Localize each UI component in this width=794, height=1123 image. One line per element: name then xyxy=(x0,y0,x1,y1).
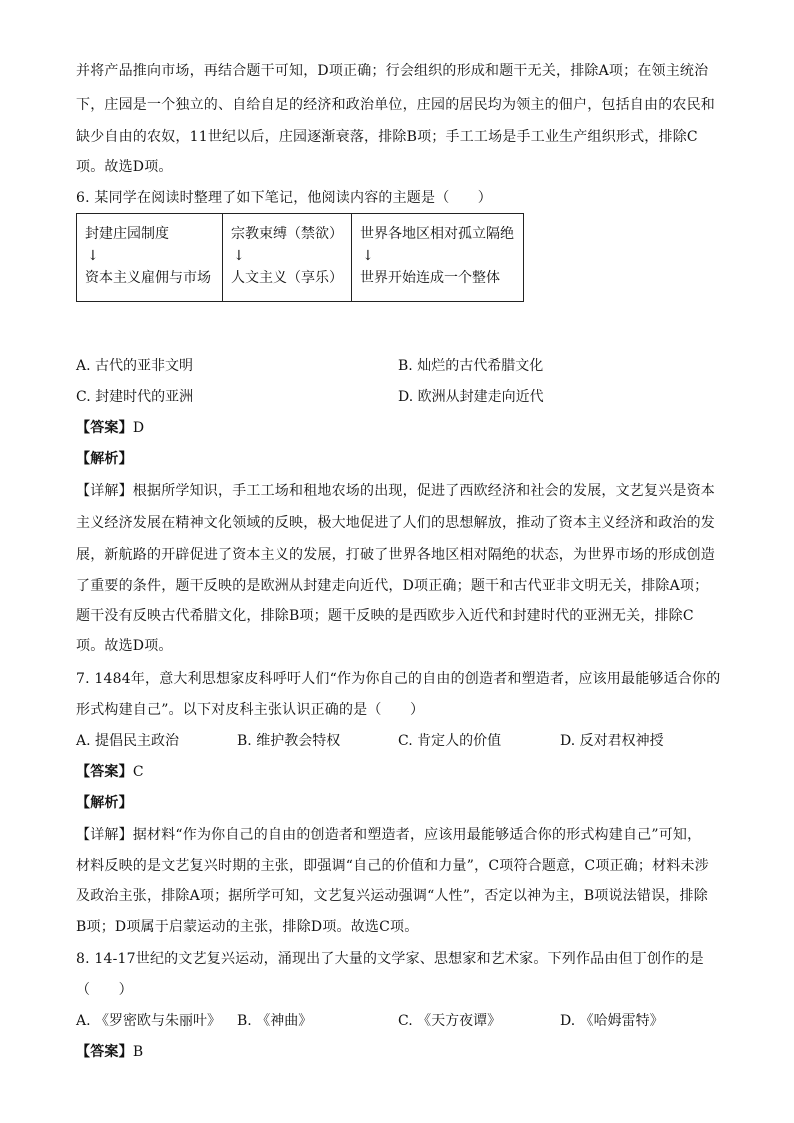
notes-cell-top: 封建庄园制度 xyxy=(85,226,169,242)
q7-option-d: D. 反对君权神授 xyxy=(560,733,664,749)
q6-option-c: C. 封建时代的亚洲 xyxy=(76,389,194,405)
answer-value: B xyxy=(132,1044,144,1060)
intro-line: 项。故选D项。 xyxy=(76,159,173,175)
q7-option-c: C. 肯定人的价值 xyxy=(398,733,502,749)
notes-cell-top: 世界各地区相对孤立隔绝 xyxy=(360,226,514,242)
notes-cell-bottom: 世界开始连成一个整体 xyxy=(360,270,500,286)
q6-notes-table xyxy=(76,213,524,302)
q7-detail-line: 材料反映的是文艺复兴时期的主张，即强调“自己的价值和力量”，C项符合题意，C项正确；材料未涉 xyxy=(76,858,709,874)
q6-option-d: D. 欧洲从封建走向近代 xyxy=(398,389,544,405)
q8-option-b: B. 《神曲》 xyxy=(237,1013,313,1029)
down-arrow-icon: ↓ xyxy=(362,248,374,264)
q7-stem-line: 7. 1484年，意大利思想家皮科呼吁人们“作为你自己的自由的创造者和塑造者，应该用最能够适合你的 xyxy=(76,671,721,687)
q7-analysis-label: 【解析】 xyxy=(76,795,133,811)
q7-detail-line: 【详解】据材料“作为你自己的自由的创造者和塑造者，应该用最能够适合你的形式构建自己”可知， xyxy=(76,827,702,843)
notes-cell-top: 宗教束缚（禁欲） xyxy=(231,226,343,242)
q7-option-b: B. 维护教会特权 xyxy=(237,733,341,749)
notes-cell-bottom: 人文主义（享乐） xyxy=(231,270,343,286)
q8-stem-line: （ ） xyxy=(76,982,133,998)
q6-answer xyxy=(76,418,144,438)
q7-detail-line: B项；D项属于启蒙运动的主张，排除D项。故选C项。 xyxy=(76,919,419,935)
notes-cell-bottom: 资本主义雇佣与市场 xyxy=(85,270,211,286)
q6-option-a: A. 古代的亚非文明 xyxy=(76,358,194,374)
down-arrow-icon: ↓ xyxy=(233,248,245,264)
q7-detail-line: 及政治主张，排除A项；据所学可知，文艺复兴运动强调“人性”，否定以神为主，B项说法错误，排除 xyxy=(76,888,708,904)
intro-line: 下，庄园是一个独立的、自给自足的经济和政治单位，庄园的居民均为领主的佃户，包括自由的农民和 xyxy=(76,97,715,113)
answer-value: C xyxy=(132,764,144,780)
q6-analysis-label: 【解析】 xyxy=(76,451,133,467)
q6-detail-line: 了重要的条件，题干反映的是欧洲从封建走向近代，D项正确；题干和古代亚非文明无关，排除A项； xyxy=(76,578,709,594)
q8-option-c: C. 《天方夜谭》 xyxy=(398,1013,502,1029)
q6-detail-line: 项。故选D项。 xyxy=(76,638,173,654)
q6-detail-line: 题干没有反映古代希腊文化，排除B项；题干反映的是西欧步入近代和封建时代的亚洲无关，排除C xyxy=(76,608,694,624)
q6-detail-line: 【详解】根据所学知识，手工工场和租地农场的出现，促进了西欧经济和社会的发展，文艺复兴是资本 xyxy=(76,483,715,499)
intro-line: 并将产品推向市场，再结合题干可知，D项正确；行会组织的形成和题干无关，排除A项；在领主统治 xyxy=(76,63,709,79)
q8-answer xyxy=(76,1042,143,1062)
answer-label: 【答案】 xyxy=(76,764,133,780)
answer-value: D xyxy=(132,420,145,436)
q6-option-b: B. 灿烂的古代希腊文化 xyxy=(398,358,544,374)
down-arrow-icon: ↓ xyxy=(87,248,99,264)
q8-stem-line: 8. 14-17世纪的文艺复兴运动，涌现出了大量的文学家、思想家和艺术家。下列作品由但丁创作的是 xyxy=(76,951,704,967)
q6-stem: 6. 某同学在阅读时整理了如下笔记，他阅读内容的主题是（ ） xyxy=(76,190,493,206)
answer-label: 【答案】 xyxy=(76,1044,133,1060)
q6-detail-line: 主义经济发展在精神文化领域的反映，极大地促进了人们的思想解放，推动了资本主义经济和政治的发 xyxy=(76,515,715,531)
notes-cell xyxy=(77,214,223,302)
q6-detail-line: 展，新航路的开辟促进了资本主义的发展，打破了世界各地区相对隔绝的状态，为世界市场的形成创造 xyxy=(76,547,715,563)
answer-label: 【答案】 xyxy=(76,420,133,436)
q7-option-a: A. 提倡民主政治 xyxy=(76,733,180,749)
q8-option-d: D. 《哈姆雷特》 xyxy=(560,1013,664,1029)
notes-cell xyxy=(223,214,352,302)
intro-line: 缺少自由的农奴，11世纪以后，庄园逐渐衰落，排除B项；手工工场是手工业生产组织形式，排除C xyxy=(76,129,698,145)
q7-answer xyxy=(76,762,144,782)
notes-cell xyxy=(352,214,524,302)
q7-stem-line: 形式构建自己”。以下对皮科主张认识正确的是（ ） xyxy=(76,702,425,718)
q8-option-a: A. 《罗密欧与朱丽叶》 xyxy=(76,1013,222,1029)
